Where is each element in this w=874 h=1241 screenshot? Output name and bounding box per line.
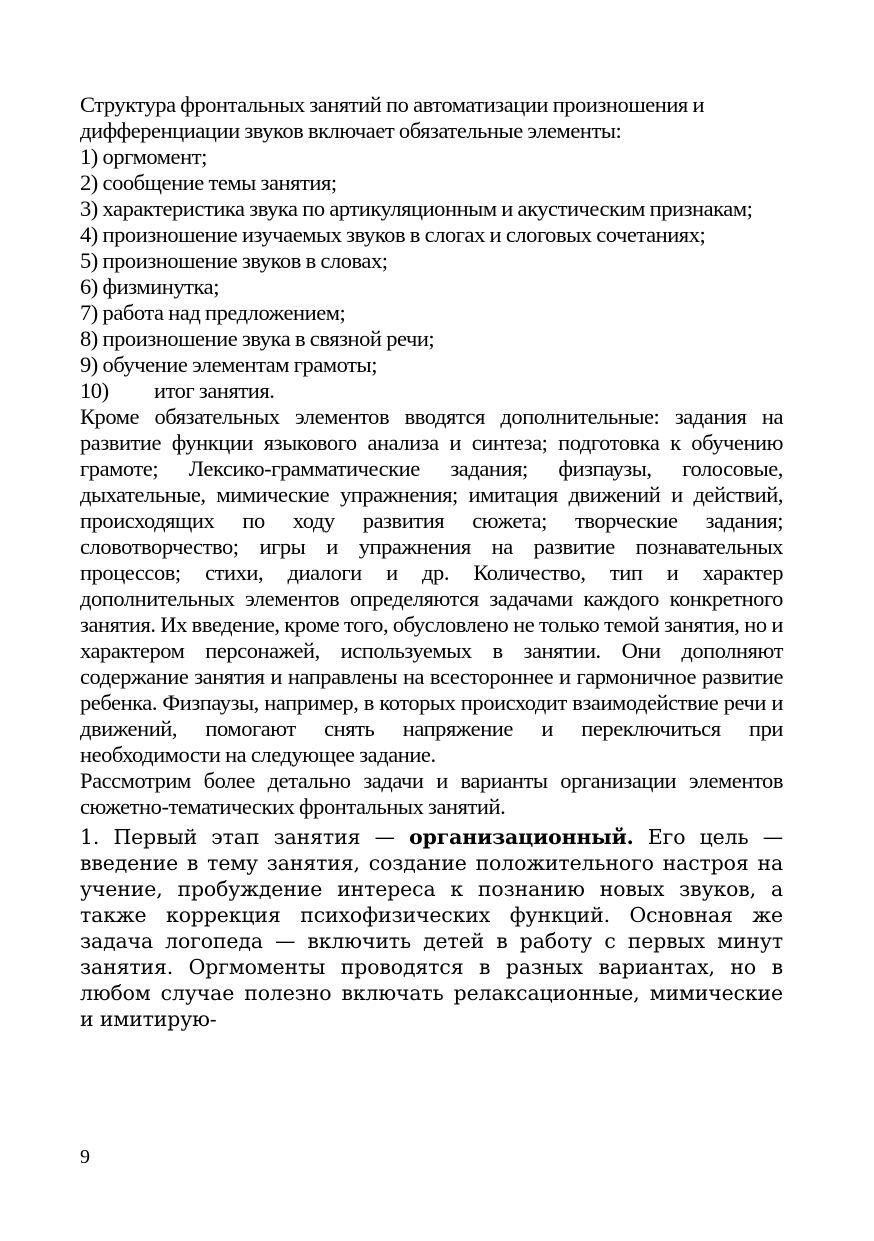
- list-item: 9) обучение элементам грамоты;: [80, 352, 378, 377]
- list-item: 5) произношение звуков в словах;: [80, 248, 388, 273]
- list-item: 3) характеристика звука по артикуляционным и акустическим признакам;: [80, 196, 753, 221]
- page-content: [80, 92, 783, 1052]
- list-item: 2) сообщение темы занятия;: [80, 170, 337, 195]
- page-number: 9: [80, 1146, 90, 1168]
- consider-paragraph: Рассмотрим более детально задачи и варианты организации элементов сюжетно-тематических фронтальных занятий.: [80, 768, 783, 819]
- list-item: 7) работа над предложением;: [80, 300, 346, 325]
- intro-paragraph: Структура фронтальных занятий по автоматизации произношения и дифференциации звуков включает обязательные элементы:: [80, 92, 705, 143]
- stage-one-paragraph: 1. Первый этап занятия — организационный. Его цель — введение в тему занятия, создание положительного настроя на учение, пробуждение интереса к познанию новых звуков, а также коррекция психофизических функций. Основная же задача логопеда — включить детей в работу с первых минут занятия. Оргмоменты проводятся в разных вариантах, но в любом случае полезно включать релаксационные, мимические и имитирую-: [80, 825, 783, 1031]
- list-item: 8) произношение звука в связной речи;: [80, 326, 435, 351]
- list-item: 10) итог занятия.: [80, 378, 275, 403]
- list-item: 1) оргмомент;: [80, 144, 207, 169]
- list-item: 4) произношение изучаемых звуков в слогах и слоговых сочетаниях;: [80, 222, 706, 247]
- stage-one-title: организационный.: [409, 825, 634, 849]
- additional-elements-paragraph: Кроме обязательных элементов вводятся дополнительные: задания на развитие функции языкового анализа и синтеза; подготовка к обучению грамоте; Лексико-грамматические задания; физпаузы, голосовые, дыхательные, мимические упражнения; имитация движений и действий, происходящих по ходу развития сюжета; творческие задания; словотворчество; игры и упражнения на развитие познавательных процессов; стихи, диалоги и др. Количество, тип и характер дополнительных элементов определяются задачами каждого конкретного занятия. Их введение, кроме того, обусловлено не только темой занятия, но и характером персонажей, используемых в занятии. Они дополняют содержание занятия и направлены на всестороннее и гармоничное развитие ребенка. Физпаузы, например, в которых происходит взаимодействие речи и движений, помогают снять напряжение и переключиться при необходимости на следующее задание.: [80, 404, 783, 767]
- mandatory-elements-list: [80, 144, 783, 404]
- list-item: 6) физминутка;: [80, 274, 220, 299]
